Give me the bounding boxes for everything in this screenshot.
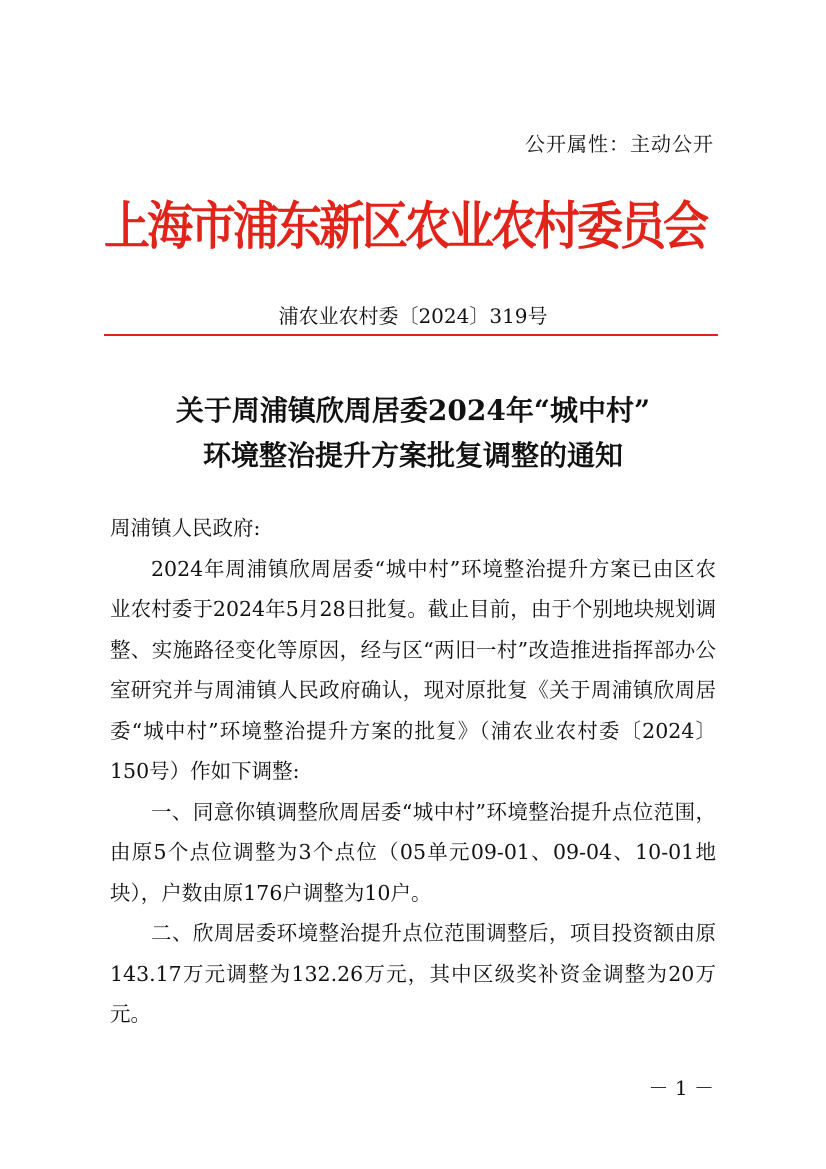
disclosure-label: 公开属性：主动公开 [525, 132, 714, 156]
red-divider-line [104, 334, 718, 336]
salutation: 周浦镇人民政府: [110, 516, 261, 540]
organization-header: 上海市浦东新区农业农村委员会 [104, 196, 706, 257]
notice-title [0, 388, 826, 478]
paragraph-item-1: 一、同意你镇调整欣周居委“城中村”环境整治提升点位范围，由原5个点位调整为3个点位（05单元09-01、09-04、10-01地块），户数由原176户调整为10户。 [110, 799, 716, 905]
document-number: 浦农业农村委〔2024〕319号 [278, 304, 548, 328]
document-body [110, 508, 716, 1035]
notice-title-line-1: 关于周浦镇欣周居委2024年“城中村” [175, 394, 651, 427]
paragraph-intro: 2024年周浦镇欣周居委“城中村”环境整治提升方案已由区农业农村委于2024年5月28日批复。截止目前，由于个别地块规划调整、实施路径变化等原因，经与区“两旧一村”改造推进指挥部办公室研究并与周浦镇人民政府确认，现对原批复《关于周浦镇欣周居委“城中村”环境整治提升方案的批复》（浦农业农村委〔2024〕150号）作如下调整: [110, 556, 716, 783]
page-number: － 1 － [648, 1076, 714, 1100]
paragraph-item-2: 二、欣周居委环境整治提升点位范围调整后，项目投资额由原143.17万元调整为132.26万元，其中区级奖补资金调整为20万元。 [110, 921, 716, 1026]
notice-title-line-2: 环境整治提升方案批复调整的通知 [202, 439, 623, 472]
